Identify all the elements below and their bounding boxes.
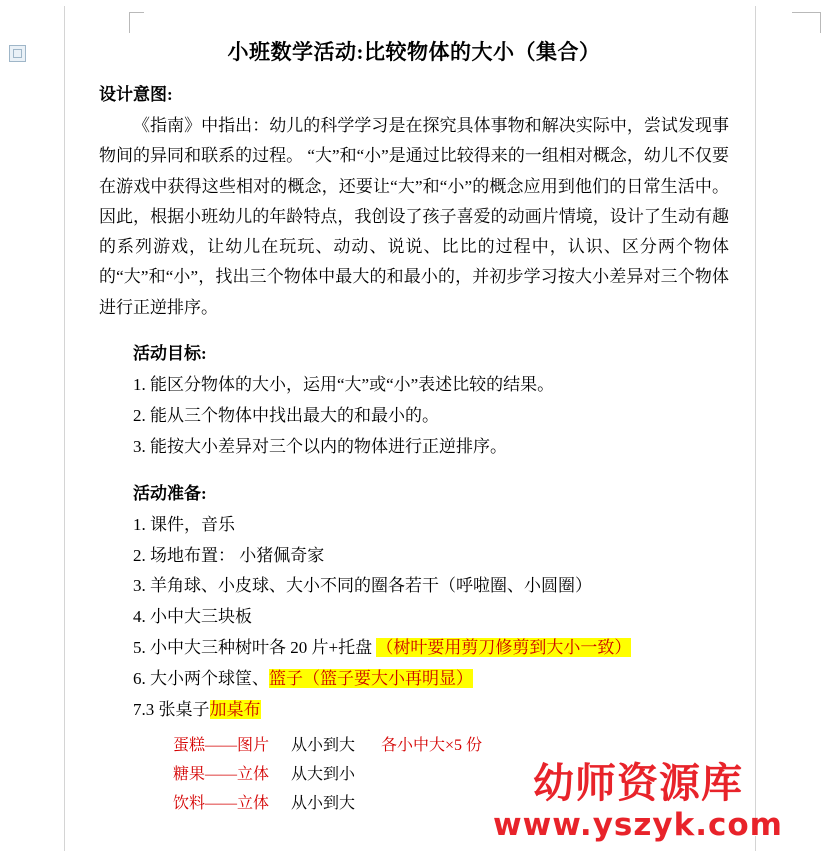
right-gutter <box>757 0 823 851</box>
list-item: 3. 能按大小差异对三个以内的物体进行正逆排序。 <box>133 436 507 456</box>
highlighted-note: （树叶要用剪刀修剪到大小一致） <box>376 638 632 658</box>
thumbnail-pane-icon[interactable] <box>9 45 26 62</box>
list-item <box>133 510 729 541</box>
watermark-brand: 幼师资源库 <box>533 758 743 807</box>
paragraph-design-intent: 《指南》中指出：幼儿的科学学习是在探究具体事物和解决实际中，尝试发现事物间的异同和联系的过程。 “大”和“小”是通过比较得来的一组相对概念，幼儿不仅要在游戏中获得这些相对的概念，还要让“大”和“小”的概念应用到他们的日常生活中。因此，根据小班幼儿的年龄特点，我创设了孩子喜爱的动画片情境，设计了生动有趣的系列游戏，让幼儿在玩玩、动动、说说、比比的过程中，认识、区分两个物体的“大”和“小”，找出三个物体中最大的和最小的，并初步学习按大小差异对三个物体进行正逆排序。 <box>99 116 729 317</box>
sub-item-order: 从小到大 <box>291 737 356 755</box>
heading-activity-prep: 活动准备: <box>133 483 207 503</box>
list-item <box>133 602 729 633</box>
sub-item-order: 从小到大 <box>291 794 356 812</box>
list-item <box>133 695 729 726</box>
sub-list-item <box>173 790 729 819</box>
sub-item-order: 从大到小 <box>291 765 356 783</box>
sub-list-item <box>173 732 729 761</box>
document-page <box>64 6 756 851</box>
sub-item-name: 糖果——立体 <box>173 765 270 783</box>
list-item: 2. 能从三个物体中找出最大的和最小的。 <box>133 405 439 425</box>
list-item-text: 4. 小中大三块板 <box>133 607 252 627</box>
list-item <box>133 664 729 695</box>
highlighted-note: 加桌布 <box>209 700 261 720</box>
heading-design-intent: 设计意图: <box>99 85 173 104</box>
list-item-text: 5. 小中大三种树叶各 20 片+托盘 <box>133 638 377 658</box>
sub-item-count: 各小中大×5 份 <box>381 737 483 755</box>
list-item: 1. 能区分物体的大小，运用“大”或“小”表述比较的结果。 <box>133 374 555 394</box>
sub-list-item <box>173 761 729 790</box>
crop-mark-top-right <box>792 12 821 33</box>
highlighted-note: 篮子（篮子要大小再明显） <box>269 669 473 689</box>
list-item <box>133 541 729 572</box>
document-content <box>99 36 729 819</box>
list-item <box>133 571 729 602</box>
page-title: 小班数学活动:比较物体的大小（集合） <box>227 40 601 64</box>
list-item-text: 3. 羊角球、小皮球、大小不同的圈各若干（呼啦圈、小圆圈） <box>133 576 592 596</box>
crop-mark-top-left <box>129 12 144 33</box>
list-item-text: 7.3 张桌子 <box>133 700 210 720</box>
sub-item-name: 蛋糕——图片 <box>173 737 270 755</box>
heading-activity-goals: 活动目标: <box>133 343 207 363</box>
left-gutter <box>0 0 64 851</box>
watermark-url: www.yszyk.com <box>493 807 783 843</box>
list-item-text: 1. 课件，音乐 <box>133 514 235 534</box>
sub-item-name: 饮料——立体 <box>173 794 270 812</box>
list-item-text: 6. 大小两个球筐、 <box>133 669 269 689</box>
list-item-text: 2. 场地布置： 小猪佩奇家 <box>133 545 325 565</box>
list-item <box>133 633 729 664</box>
